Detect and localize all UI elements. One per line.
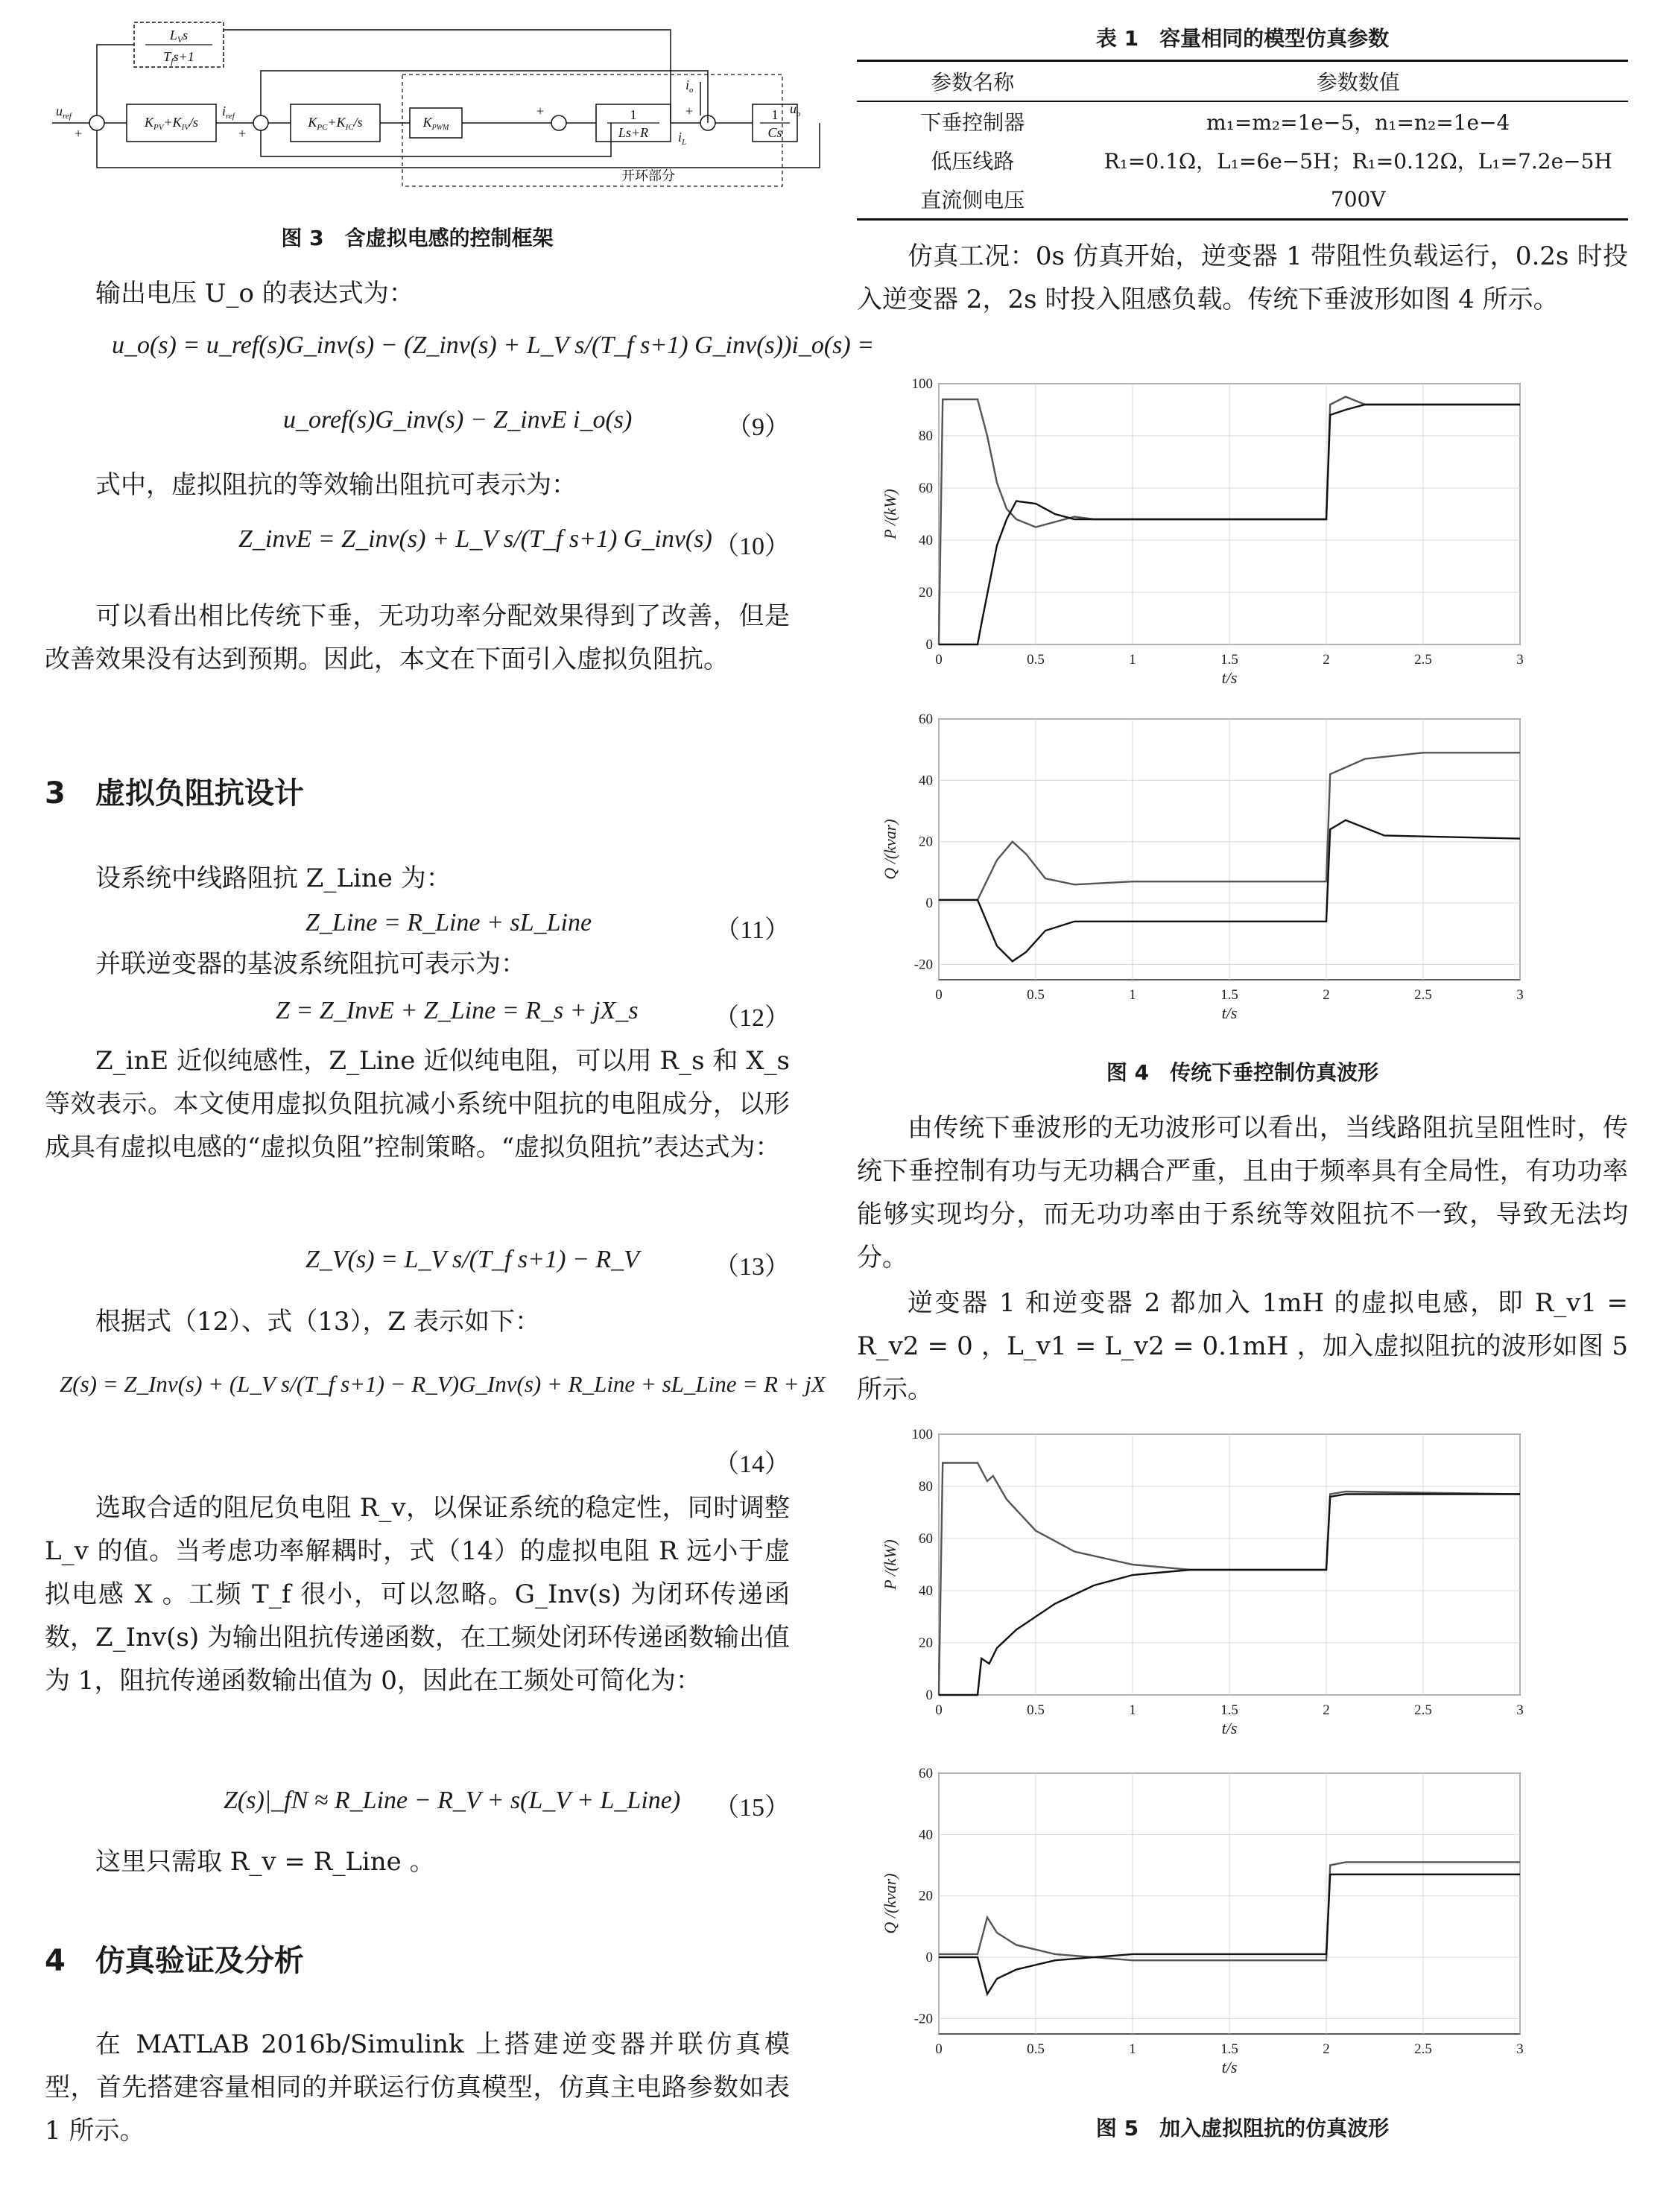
equation-15 bbox=[224, 1787, 680, 1815]
svg-text:LVs: $L_Vs$ bbox=[169, 28, 189, 45]
y-tick-label: 80 bbox=[919, 1479, 933, 1495]
x-tick-label: 1 bbox=[1129, 1702, 1136, 1718]
fig3-block-diagram bbox=[52, 15, 801, 194]
x-tick-label: 0.5 bbox=[1027, 2041, 1045, 2057]
table-row bbox=[857, 180, 1628, 220]
y-tick-label: -20 bbox=[913, 957, 933, 973]
equation-14 bbox=[60, 1371, 826, 1398]
equation-9-line1 bbox=[112, 332, 874, 360]
fig5-caption: 图 5 加入虚拟阻抗的仿真波形 bbox=[1095, 2116, 1390, 2140]
equation-number: （12） bbox=[714, 1004, 790, 1032]
x-tick-label: 2.5 bbox=[1414, 652, 1432, 668]
y-tick-label: 20 bbox=[919, 1635, 933, 1651]
x-tick-label: 2.5 bbox=[1414, 987, 1432, 1003]
section-heading: 3 虚拟负阻抗设计 bbox=[45, 776, 304, 811]
x-tick-label: 0 bbox=[935, 652, 943, 668]
x-tick-label: 2.5 bbox=[1414, 2041, 1432, 2057]
equation-text: Z(s) = Z_Inv(s) + (L_V s/(T_f s+1) − R_V)G_Inv(s) + R_Line + sL_Line = R + jX bbox=[60, 1371, 826, 1397]
svg-text:io: $i_o$ bbox=[685, 77, 694, 95]
svg-text:Tfs+1: $T_fs+1$ bbox=[163, 49, 194, 66]
svg-text:Cs: Cs bbox=[767, 125, 782, 140]
equation-text: u_oref(s)G_inv(s) − Z_invE i_o(s) bbox=[283, 406, 633, 434]
paragraph: 逆变器 1 和逆变器 2 都加入 1mH 的虚拟电感，即 R_v1 = R_v2 = 0 ，L_v1 = L_v2 = 0.1mH ，加入虚拟阻抗的波形如图 5 所示。 bbox=[857, 1288, 1628, 1404]
x-tick-label: 1 bbox=[1129, 652, 1136, 668]
y-tick-label: 20 bbox=[919, 834, 933, 850]
x-tick-label: 2 bbox=[1323, 1702, 1330, 1718]
svg-text:+: + bbox=[536, 104, 545, 118]
paragraph: 式中，虚拟阻抗的等效输出阻抗可表示为： bbox=[95, 470, 577, 500]
paragraph: 输出电压 U_o 的表达式为： bbox=[95, 279, 414, 308]
equation-13 bbox=[305, 1246, 639, 1274]
x-axis-label: t/s bbox=[1221, 1004, 1238, 1022]
svg-text:+: + bbox=[75, 126, 83, 141]
y-tick-label: 0 bbox=[925, 1687, 933, 1703]
equation-number: （11） bbox=[715, 916, 790, 944]
svg-text:1: 1 bbox=[630, 107, 637, 122]
x-tick-label: 1 bbox=[1129, 2041, 1136, 2057]
equation-number: （15） bbox=[714, 1794, 790, 1822]
y-tick-label: 60 bbox=[919, 1766, 933, 1781]
fig4-caption: 图 4 传统下垂控制仿真波形 bbox=[1106, 1060, 1379, 1085]
equation-number: （10） bbox=[714, 533, 790, 560]
x-tick-label: 0.5 bbox=[1027, 652, 1045, 668]
section-heading: 4 仿真验证及分析 bbox=[45, 1944, 304, 1978]
svg-text:Ls+R: Ls+R bbox=[618, 125, 649, 140]
fig5-active-power-plot bbox=[857, 1423, 1628, 1751]
table-cell: m₁=m₂=1e−5，n₁=n₂=1e−4 bbox=[1206, 110, 1510, 135]
y-tick-label: 0 bbox=[925, 896, 933, 912]
svg-text:+: + bbox=[238, 126, 247, 141]
table-cell: R₁=0.1Ω，L₁=6e−5H；R₁=0.12Ω，L₁=7.2e−5H bbox=[1103, 149, 1612, 174]
x-tick-label: 2 bbox=[1323, 652, 1330, 668]
table-cell: 700V bbox=[1330, 186, 1386, 212]
svg-text:KPC+KIC/s: $K_{PC}+K_{IC}/s$ bbox=[308, 115, 363, 132]
table-cell: 下垂控制器 bbox=[920, 110, 1025, 135]
svg-text:KPWM: $K_{PWM}$ bbox=[422, 115, 449, 132]
x-axis-label: t/s bbox=[1221, 668, 1238, 687]
y-tick-label: 0 bbox=[925, 1950, 933, 1966]
x-tick-label: 0.5 bbox=[1027, 987, 1045, 1003]
svg-text:开环部分: 开环部分 bbox=[621, 168, 675, 183]
fig3-caption: 图 3 含虚拟电感的控制框架 bbox=[281, 226, 554, 250]
table-row bbox=[857, 141, 1628, 180]
x-axis-label: t/s bbox=[1221, 1719, 1238, 1737]
table-cell: 直流侧电压 bbox=[920, 188, 1025, 212]
x-tick-label: 1.5 bbox=[1220, 652, 1238, 668]
equation-number: （14） bbox=[714, 1451, 790, 1478]
fig5-reactive-power-plot bbox=[857, 1762, 1628, 2090]
equation-12 bbox=[276, 997, 639, 1025]
y-tick-label: 40 bbox=[919, 533, 933, 548]
equation-text: Z(s)|_fN ≈ R_Line − R_V + s(L_V + L_Line) bbox=[224, 1787, 681, 1814]
y-tick-label: 20 bbox=[919, 585, 933, 600]
y-tick-label: 40 bbox=[919, 773, 933, 789]
y-tick-label: 100 bbox=[911, 1427, 933, 1442]
paragraph: 由传统下垂波形的无功波形可以看出，当线路阻抗呈阻性时，传统下垂控制有功与无功耦合严重，且由于频率具有全局性，有功功率能够实现均分，而无功功率由于系统等效阻抗不一致，导致无法均分。 bbox=[857, 1113, 1628, 1273]
y-tick-label: 40 bbox=[919, 1827, 933, 1843]
paragraph: Z_inE 近似纯感性，Z_Line 近似纯电阻，可以用 R_s 和 X_s 等效表示。本文使用虚拟负阻抗减小系统中阻抗的电阻成分，以形成具有虚拟电感的“虚拟负阻”控制策略。“虚拟负阻抗”表达式为： bbox=[45, 1046, 790, 1162]
paragraph: 根据式（12）、式（13），Z 表示如下： bbox=[95, 1307, 540, 1337]
x-axis-label: t/s bbox=[1221, 2058, 1238, 2076]
table bbox=[857, 60, 1628, 221]
y-tick-label: 0 bbox=[925, 637, 933, 653]
table-header: 参数名称 bbox=[931, 70, 1015, 95]
x-tick-label: 2.5 bbox=[1414, 1702, 1432, 1718]
x-tick-label: 2 bbox=[1323, 2041, 1330, 2057]
paragraph: 并联逆变器的基波系统阻抗可表示为： bbox=[95, 949, 526, 979]
table-header-row bbox=[857, 61, 1628, 102]
equation-10 bbox=[238, 525, 712, 554]
svg-text:uo: $u_o$ bbox=[790, 101, 801, 118]
paragraph: 选取合适的阻尼负电阻 R_v，以保证系统的稳定性，同时调整 L_v 的值。当考虑功率解耦时，式（14）的虚拟电阻 R 远小于虚拟电感 X 。工频 T_f 很小，可以忽略。G_Inv(s) 为闭环传递函数，Z_Inv(s) 为输出阻抗传递函数，在工频处闭环传递函数输出值为 1，阻抗传递函数输出值为 0，因此在工频处可简化为： bbox=[45, 1493, 790, 1696]
x-tick-label: 1.5 bbox=[1220, 1702, 1238, 1718]
y-tick-label: 20 bbox=[919, 1888, 933, 1904]
paragraph: 这里只需取 R_v = R_Line 。 bbox=[95, 1847, 435, 1877]
equation-text: Z_invE = Z_inv(s) + L_V s/(T_f s+1) G_inv(s) bbox=[238, 525, 712, 553]
equation-9-line2 bbox=[283, 406, 632, 434]
equation-text: Z_V(s) = L_V s/(T_f s+1) − R_V bbox=[305, 1246, 639, 1273]
equation-text: Z_Line = R_Line + sL_Line bbox=[305, 909, 592, 937]
x-tick-label: 2 bbox=[1323, 987, 1330, 1003]
equation-11 bbox=[305, 909, 592, 937]
x-tick-label: 0 bbox=[935, 1702, 943, 1718]
table-cell: 低压线路 bbox=[931, 149, 1015, 174]
y-tick-label: 80 bbox=[919, 428, 933, 444]
equation-number: （13） bbox=[714, 1253, 790, 1281]
svg-text:iref: $i_{ref}$ bbox=[222, 104, 235, 121]
parameter-table bbox=[857, 60, 1628, 221]
fig4-reactive-power-plot bbox=[857, 708, 1628, 1036]
y-tick-label: 60 bbox=[919, 712, 933, 727]
paragraph: 在 MATLAB 2016b/Simulink 上搭建逆变器并联仿真模型，首先搭建容量相同的并联运行仿真模型，仿真主电路参数如表 1 所示。 bbox=[45, 2029, 790, 2146]
x-tick-label: 1.5 bbox=[1220, 987, 1238, 1003]
x-tick-label: 3 bbox=[1516, 987, 1524, 1003]
table-row bbox=[857, 101, 1628, 141]
svg-text:iL: $i_L$ bbox=[678, 130, 687, 147]
paragraph: 可以看出相比传统下垂，无功功率分配效果得到了改善，但是改善效果没有达到预期。因此，本文在下面引入虚拟负阻抗。 bbox=[45, 601, 790, 674]
equation-number: （9） bbox=[726, 413, 790, 441]
x-tick-label: 0.5 bbox=[1027, 1702, 1045, 1718]
svg-text:1: 1 bbox=[771, 107, 779, 122]
paragraph: 仿真工况：0s 仿真开始，逆变器 1 带阻性负载运行，0.2s 时投入逆变器 2，2s 时投入阻感负载。传统下垂波形如图 4 所示。 bbox=[857, 241, 1628, 314]
y-tick-label: 40 bbox=[919, 1583, 933, 1599]
y-axis-label: P /(kW) bbox=[881, 1539, 899, 1590]
y-tick-label: 100 bbox=[911, 376, 933, 392]
y-axis-label: Q /(kvar) bbox=[881, 1873, 899, 1934]
table-header: 参数数值 bbox=[1316, 70, 1400, 95]
x-tick-label: 3 bbox=[1516, 2041, 1524, 2057]
equation-text: Z = Z_InvE + Z_Line = R_s + jX_s bbox=[276, 997, 639, 1024]
table-title: 表 1 容量相同的模型仿真参数 bbox=[1095, 26, 1390, 51]
fig4-active-power-plot bbox=[857, 373, 1628, 700]
svg-text:KPV+KIV/s: $K_{PV}+K_{IV}/s$ bbox=[144, 115, 199, 132]
x-tick-label: 0 bbox=[935, 2041, 943, 2057]
x-tick-label: 3 bbox=[1516, 1702, 1524, 1718]
x-tick-label: 0 bbox=[935, 987, 943, 1003]
svg-text:+: + bbox=[685, 104, 694, 118]
y-axis-label: P /(kW) bbox=[881, 489, 899, 539]
y-axis-label: Q /(kvar) bbox=[881, 819, 899, 880]
y-tick-label: 60 bbox=[919, 481, 933, 496]
x-tick-label: 3 bbox=[1516, 652, 1524, 668]
paragraph: 设系统中线路阻抗 Z_Line 为： bbox=[95, 863, 452, 893]
x-tick-label: 1.5 bbox=[1220, 2041, 1238, 2057]
equation-text: u_o(s) = u_ref(s)G_inv(s) − (Z_inv(s) + L_V s/(T_f s+1) G_inv(s))i_o(s) = bbox=[112, 332, 875, 359]
y-tick-label: 60 bbox=[919, 1531, 933, 1547]
x-tick-label: 1 bbox=[1129, 987, 1136, 1003]
svg-text:uref: $u_{ref}$ bbox=[56, 104, 72, 121]
y-tick-label: -20 bbox=[913, 2011, 933, 2027]
